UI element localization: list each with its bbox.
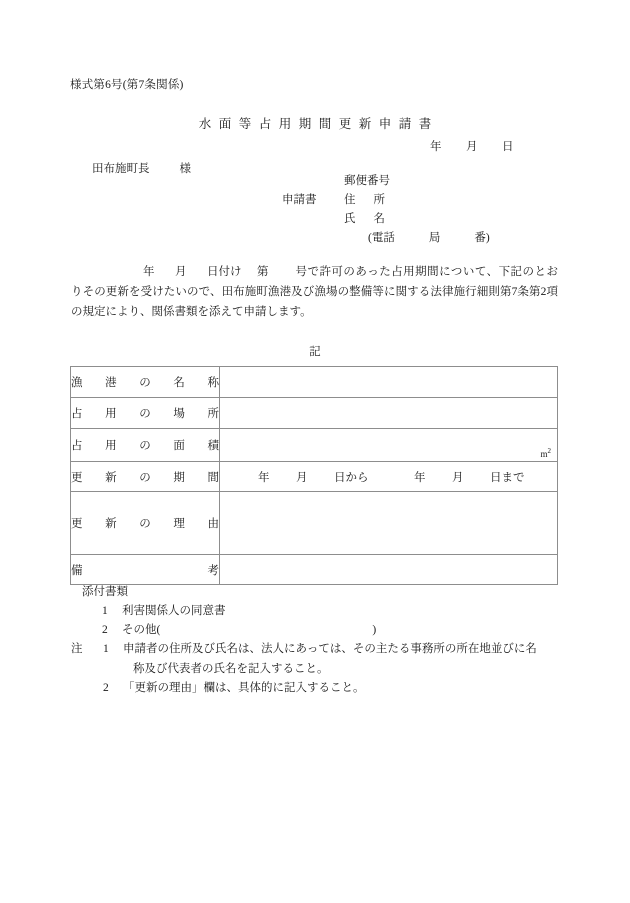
row-label-renewal-term: 更新の期間 <box>71 462 220 492</box>
phone-exchange-label: 局 <box>428 232 441 244</box>
attachment-2-close-paren: ) <box>372 624 377 636</box>
phone-label <box>368 229 490 248</box>
row-label-harbor-name: 漁港の名称 <box>71 367 220 398</box>
body-paragraph <box>71 262 558 322</box>
addressee-name: 田布施町長 <box>92 163 150 175</box>
application-table <box>70 366 558 585</box>
table-row-renewal-term <box>71 462 558 492</box>
applicant-tag: 申請書 <box>282 194 317 206</box>
phone-close-label: 番) <box>474 232 490 244</box>
notes-head-label: 注 <box>71 643 83 655</box>
table-row-renewal-reason <box>71 492 558 555</box>
term-to-month: 月 <box>452 471 464 484</box>
row-label-occupation-area: 占用の面積 <box>71 429 220 462</box>
term-from-month: 月 <box>296 471 308 484</box>
body-line3: 細則第7条第2項の規定により、関係書類を添えて申請します。 <box>71 286 558 318</box>
note-1-line2-wrap <box>71 660 563 680</box>
note-1-line1: 申請者の住所及び氏名は、法人にあっては、その主たる事務所の所在地並びに名 <box>123 643 537 655</box>
notes-section <box>71 640 563 699</box>
table-row-remarks <box>71 555 558 585</box>
body-year-label: 年 <box>143 266 155 278</box>
row-value-harbor-name[interactable] <box>220 367 558 398</box>
attachment-2-number: 2 <box>102 624 108 636</box>
term-to-year: 年 <box>414 471 426 484</box>
postal-code-label: 郵便番号 <box>344 175 390 187</box>
attachment-item-1 <box>82 602 376 621</box>
document-title: 水面等占用期間更新申請書 <box>198 117 439 131</box>
body-permit-no-label: 第 <box>257 266 269 278</box>
square-meter-unit: $m^2$ <box>540 447 551 459</box>
attachment-1-number: 1 <box>102 605 108 617</box>
phone-open-label: (電話 <box>368 232 395 244</box>
note-1-number: 1 <box>103 643 109 655</box>
addressee <box>92 160 191 176</box>
table-row-harbor-name <box>71 367 558 398</box>
addressee-honorific: 様 <box>179 163 191 175</box>
ki-heading: 記 <box>309 346 321 358</box>
row-value-occupation-place[interactable] <box>220 398 558 429</box>
row-label-occupation-place: 占用の場所 <box>71 398 220 429</box>
term-from-day: 日から <box>334 471 369 484</box>
term-from-year: 年 <box>258 471 270 484</box>
note-2-line1: 「更新の理由」欄は、具体的に記入すること。 <box>123 682 365 694</box>
renewal-term-fields <box>220 469 557 485</box>
attachments-section <box>82 583 376 640</box>
row-value-remarks[interactable] <box>220 555 558 585</box>
date-day-label: 日 <box>502 141 514 153</box>
note-item-2 <box>71 679 563 699</box>
note-2-number: 2 <box>103 682 109 694</box>
note-item-1 <box>71 640 563 660</box>
note-1-line2: 称及び代表者の氏名を記入すること。 <box>133 662 329 675</box>
attachments-title: 添付書類 <box>82 586 128 598</box>
body-day-label: 日付け <box>207 266 242 278</box>
body-line1-tail: 号で許可のあった占用期間について、下 <box>295 266 511 278</box>
row-label-remarks: 備考 <box>71 555 220 585</box>
address-label: 住所 <box>344 194 403 206</box>
attachment-1-text: 利害関係人の同意書 <box>122 605 226 617</box>
attachment-2-text: その他( <box>122 624 161 636</box>
table-row-occupation-area <box>71 429 558 462</box>
row-label-renewal-reason: 更新の理由 <box>71 492 220 555</box>
body-line2: 記のとおりその更新を受けたいので、田布施町漁港及び漁場の整備等に関する法律施行 <box>71 266 558 298</box>
header-date-line <box>430 138 530 154</box>
attachment-item-2 <box>82 621 376 640</box>
table-row-occupation-place <box>71 398 558 429</box>
row-value-renewal-term[interactable] <box>220 462 558 492</box>
body-month-label: 月 <box>175 266 187 278</box>
date-year-label: 年 <box>430 141 442 153</box>
date-month-label: 月 <box>466 141 478 153</box>
term-to-day: 日まで <box>490 471 525 484</box>
row-value-renewal-reason[interactable] <box>220 492 558 555</box>
row-value-occupation-area[interactable] <box>220 429 558 462</box>
form-number: 様式第6号(第7条関係) <box>70 79 184 91</box>
name-label: 氏名 <box>344 213 403 225</box>
